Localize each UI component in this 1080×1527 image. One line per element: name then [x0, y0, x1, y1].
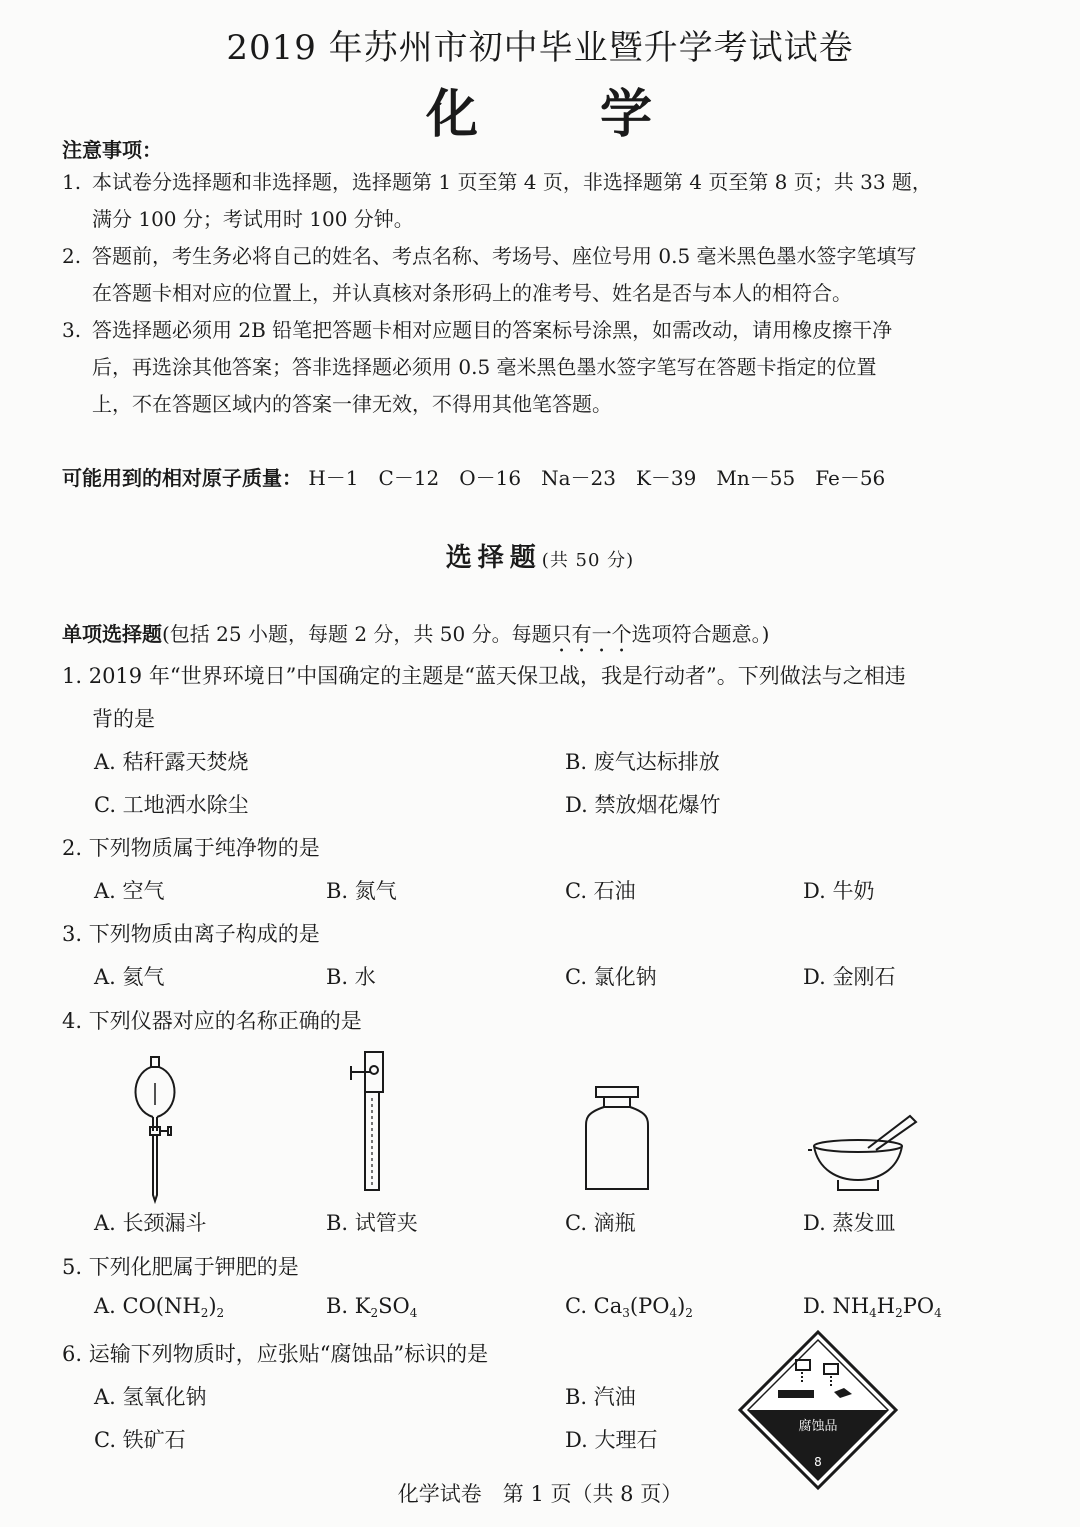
note-item-3: 3. 答选择题必须用 2B 铅笔把答题卡相对应题目的答案标号涂黑，如需改动，请用橡皮擦干净 后，再选涂其他答案；答非选择题必须用 0.5 毫米黑色墨水签字笔写在答题卡指定的位置 上，不在答题区域内的答案一律无效，不得用其他笔答题。 [62, 318, 893, 416]
q4-option-b: B. 试管夹 [326, 1211, 418, 1235]
section-title: 选择题 [445, 543, 542, 573]
emphasis-text: 只有一个 [551, 622, 632, 646]
atomic-masses-label: 可能用到的相对原子质量： [62, 466, 302, 490]
q6-option-a: A. 氢氧化钠 [94, 1385, 207, 1409]
note-item-1: 1. 本试卷分选择题和非选择题，选择题第 1 页至第 4 页，非选择题第 4 页至第 8 页；共 33 题， 满分 100 分；考试用时 100 分钟。 [62, 170, 932, 231]
q1-option-a: A. 秸秆露天焚烧 [94, 750, 249, 774]
question-2-stem: 2. 下列物质属于纯净物的是 [62, 836, 320, 860]
q1-option-d: D. 禁放烟花爆竹 [565, 793, 721, 817]
q2-option-b: B. 氮气 [326, 879, 397, 903]
q4-option-c: C. 滴瓶 [565, 1211, 636, 1235]
q3-option-d: D. 金刚石 [803, 965, 896, 989]
q6-option-c: C. 铁矿石 [94, 1428, 186, 1452]
section-heading [0, 537, 1080, 574]
q4-option-a: A. 长颈漏斗 [94, 1211, 207, 1235]
q6-option-d: D. 大理石 [565, 1428, 658, 1452]
question-6-stem: 6. 运输下列物质时，应张贴“腐蚀品”标识的是 [62, 1342, 489, 1366]
q1-option-b: B. 废气达标排放 [565, 750, 720, 774]
q5-option-b: B. $K_2SO_4$ [326, 1294, 418, 1320]
mortar-illustration [810, 1110, 920, 1195]
subject-char-2: 学 [600, 84, 655, 145]
sign-class-number: 8 [814, 1455, 822, 1469]
q2-option-a: A. 空气 [94, 879, 165, 903]
notes-heading: 注意事项： [62, 138, 162, 162]
exam-title: 2019 年苏州市初中毕业暨升学考试试卷 [226, 28, 854, 68]
q5-option-d: D. $NH_4H_2PO_4$ [803, 1294, 942, 1320]
q5-option-a: A. $CO(NH_2)_2$ [94, 1294, 225, 1320]
atomic-masses [62, 462, 885, 491]
subject-char-1: 化 [425, 84, 480, 145]
question-5-stem: 5. 下列化肥属于钾肥的是 [62, 1255, 299, 1279]
corrosive-hazard-sign [738, 1330, 898, 1490]
single-choice-heading: 单项选择题(包括 25 小题，每题 2 分，共 50 分。每题只有一个选项符合题意。) [62, 622, 770, 646]
q6-option-b: B. 汽油 [565, 1385, 636, 1409]
q5-option-c: C. $Ca_3(PO_4)_2$ [565, 1294, 693, 1320]
q2-option-c: C. 石油 [565, 879, 636, 903]
question-1-stem: 1. 2019 年“世界环境日”中国确定的主题是“蓝天保卫战，我是行动者”。下列做法与之相违 [62, 664, 906, 688]
q4-option-d: D. 蒸发皿 [803, 1211, 896, 1235]
single-choice-label: 单项选择题 [62, 622, 162, 646]
q2-option-d: D. 牛奶 [803, 879, 875, 903]
question-4-stem: 4. 下列仪器对应的名称正确的是 [62, 1009, 362, 1033]
note-item-2: 2. 答题前，考生务必将自己的姓名、考点名称、考场号、座位号用 0.5 毫米黑色墨水签字笔填写 在答题卡相对应的位置上，并认真核对条形码上的准考号、姓名是否与本人的相符合。 [62, 244, 917, 305]
q3-option-b: B. 水 [326, 965, 376, 989]
q1-option-c: C. 工地洒水除尘 [94, 793, 249, 817]
subject-title [0, 72, 1080, 147]
sign-label: 腐蚀品 [798, 1419, 838, 1434]
funnel-illustration [120, 1055, 190, 1205]
dropper-bottle-illustration [582, 1085, 652, 1195]
page-footer: 化学试卷 第 1 页（共 8 页） [397, 1482, 683, 1506]
question-3-stem: 3. 下列物质由离子构成的是 [62, 922, 320, 946]
q3-option-c: C. 氯化钠 [565, 965, 657, 989]
test-tube-clamp-illustration [343, 1050, 393, 1195]
atomic-masses-values: H－1 C－12 O－16 Na－23 K－39 Mn－55 Fe－56 [308, 466, 886, 490]
q3-option-a: A. 氦气 [94, 965, 165, 989]
question-1-stem-cont: 背的是 [92, 707, 155, 731]
section-points: (共 50 分) [541, 550, 635, 571]
